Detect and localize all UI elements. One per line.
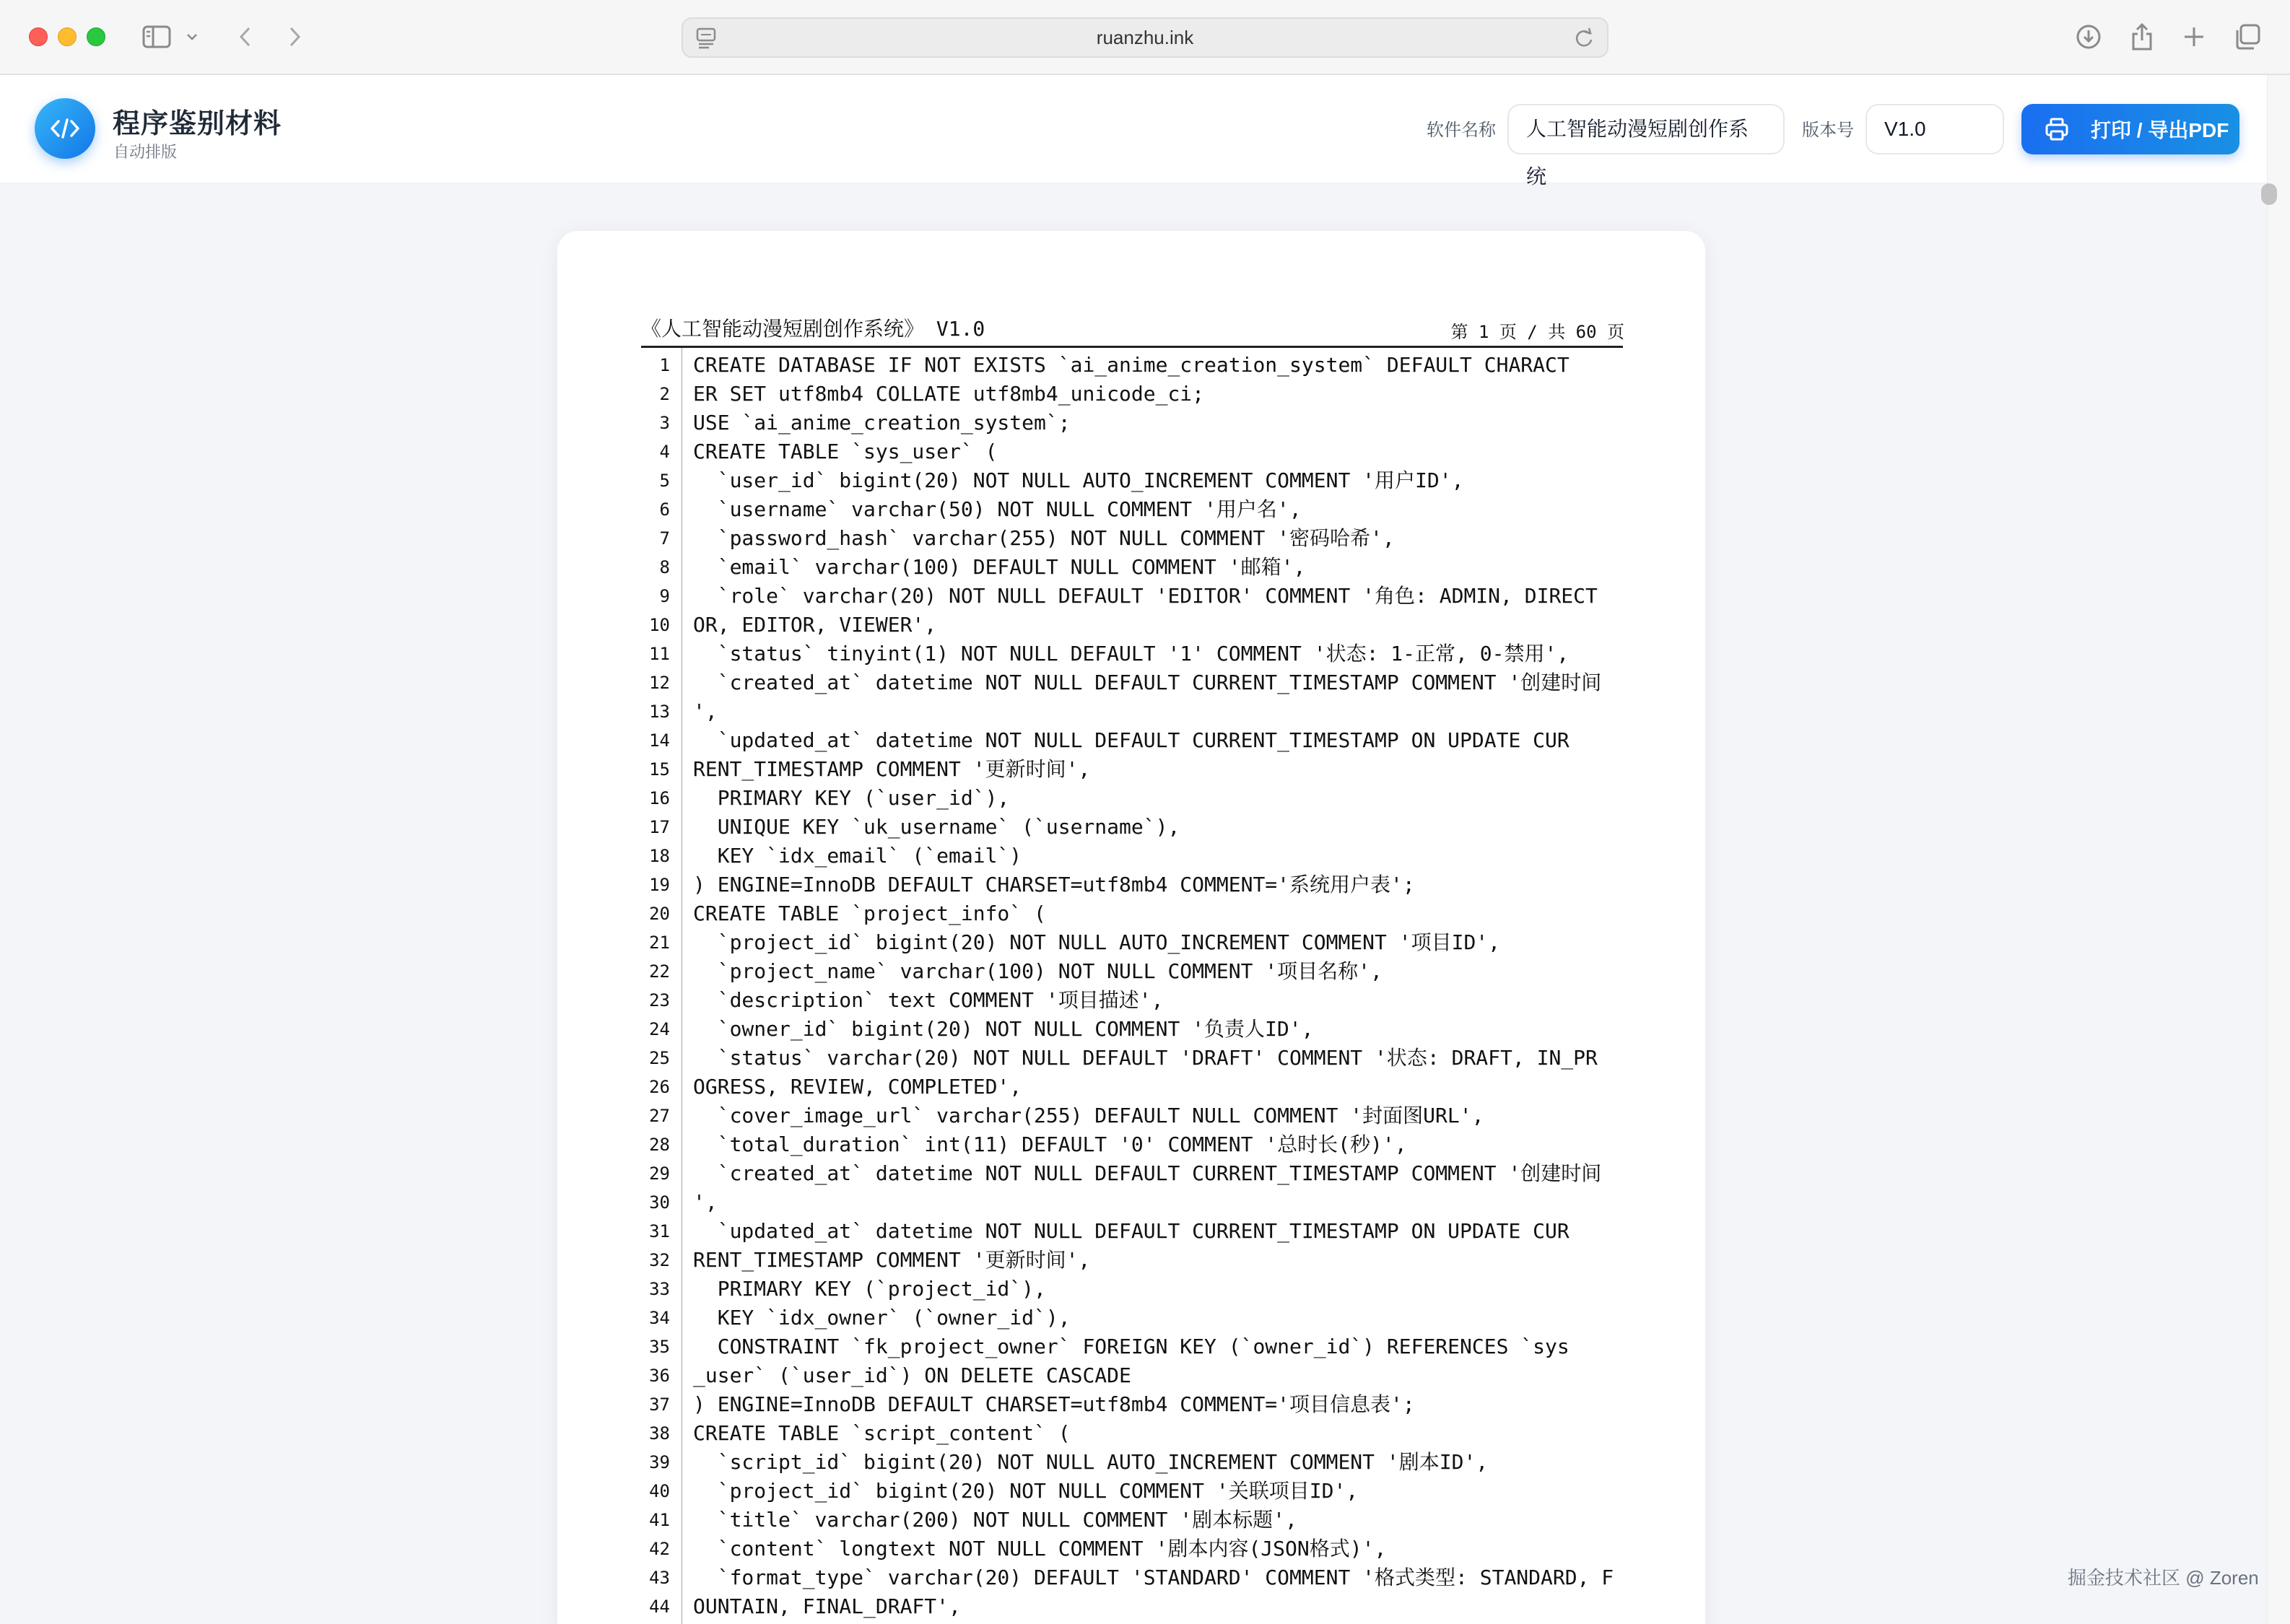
back-icon[interactable] (231, 20, 260, 53)
code-line (641, 1188, 1623, 1217)
code-line (641, 582, 1623, 611)
line-number: 7 (659, 528, 670, 549)
line-number: 12 (649, 673, 670, 693)
code-line (641, 986, 1623, 1015)
code-line (641, 437, 1623, 466)
line-number: 14 (649, 730, 670, 751)
code-text: KEY `idx_owner` (`owner_id`), (693, 1306, 1071, 1330)
code-text: `role` varchar(20) NOT NULL DEFAULT 'EDITOR' COMMENT '角色: ADMIN, DIRECT (693, 584, 1598, 608)
code-line (641, 553, 1623, 582)
line-number: 19 (649, 875, 670, 895)
code-line (641, 1563, 1623, 1592)
code-line (641, 351, 1623, 380)
code-text: CREATE TABLE `script_content` ( (693, 1421, 1071, 1445)
line-number: 3 (659, 413, 670, 433)
code-line (641, 1159, 1623, 1188)
document-header-title: 《人工智能动漫短剧创作系统》 V1.0 (641, 317, 985, 341)
code-text: UNIQUE KEY `uk_username` (`username`), (693, 815, 1180, 839)
line-number: 10 (649, 615, 670, 635)
version-label: 版本号 (1802, 121, 1854, 140)
line-number: 6 (659, 499, 670, 520)
code-text: ER SET utf8mb4 COLLATE utf8mb4_unicode_ci; (693, 382, 1205, 406)
code-line (641, 1101, 1623, 1130)
line-number: 4 (659, 442, 670, 462)
forward-icon[interactable] (280, 20, 309, 53)
code-line (641, 957, 1623, 986)
chevron-down-icon[interactable] (183, 20, 201, 53)
code-line (641, 1592, 1623, 1621)
code-text: USE `ai_anime_creation_system`; (693, 411, 1071, 435)
code-text: OGRESS, REVIEW, COMPLETED', (693, 1075, 1022, 1099)
code-line (641, 466, 1623, 495)
code-text: CREATE TABLE `project_info` ( (693, 902, 1046, 925)
header-divider (641, 346, 1623, 348)
code-text: `content` longtext NOT NULL COMMENT '剧本内容(JSON格式)', (693, 1537, 1387, 1560)
download-icon[interactable] (2072, 20, 2105, 53)
code-listing (641, 351, 1623, 1621)
line-number: 31 (649, 1221, 670, 1241)
code-line (641, 1390, 1623, 1419)
code-line (641, 611, 1623, 639)
scrollbar-thumb[interactable] (2261, 183, 2277, 205)
line-number: 43 (649, 1568, 670, 1588)
code-text: PRIMARY KEY (`user_id`), (693, 786, 1010, 810)
code-line (641, 409, 1623, 437)
code-text: CREATE DATABASE IF NOT EXISTS `ai_anime_creation_system` DEFAULT CHARACT (693, 353, 1570, 377)
code-line (641, 870, 1623, 899)
line-number: 26 (649, 1077, 670, 1097)
address-bar[interactable] (682, 17, 1608, 58)
page-indicator: 第 1 页 / 共 60 页 (1450, 322, 1624, 342)
line-number: 34 (649, 1308, 670, 1328)
code-line (641, 784, 1623, 813)
code-text: `username` varchar(50) NOT NULL COMMENT '用户名', (693, 497, 1302, 521)
code-line (641, 1332, 1623, 1361)
code-line (641, 1015, 1623, 1044)
code-line (641, 1506, 1623, 1534)
software-name-input[interactable]: 人工智能动漫短剧创作系统 (1507, 104, 1785, 154)
line-number: 42 (649, 1539, 670, 1559)
line-number: 37 (649, 1394, 670, 1415)
printer-icon (2045, 117, 2069, 141)
url-text[interactable]: ruanzhu.ink (1096, 27, 1194, 48)
code-text: `user_id` bigint(20) NOT NULL AUTO_INCREMENT COMMENT '用户ID', (693, 468, 1464, 492)
code-line (641, 1304, 1623, 1332)
code-text: `description` text COMMENT '项目描述', (693, 988, 1164, 1012)
line-number: 21 (649, 933, 670, 953)
line-number: 17 (649, 817, 670, 837)
code-line (641, 1275, 1623, 1304)
code-text: `cover_image_url` varchar(255) DEFAULT NULL COMMENT '封面图URL', (693, 1104, 1484, 1127)
code-text: OUNTAIN, FINAL_DRAFT', (693, 1594, 961, 1618)
code-line (641, 813, 1623, 842)
code-line (641, 1361, 1623, 1390)
line-number: 16 (649, 788, 670, 808)
line-number: 41 (649, 1510, 670, 1530)
code-text: `created_at` datetime NOT NULL DEFAULT CURRENT_TIMESTAMP COMMENT '创建时间 (693, 1161, 1602, 1185)
code-line (641, 1073, 1623, 1101)
code-line (641, 899, 1623, 928)
browser-toolbar (0, 0, 2290, 75)
code-text: `updated_at` datetime NOT NULL DEFAULT CURRENT_TIMESTAMP ON UPDATE CUR (693, 1219, 1570, 1243)
code-text: `created_at` datetime NOT NULL DEFAULT CURRENT_TIMESTAMP COMMENT '创建时间 (693, 671, 1602, 694)
code-line (641, 928, 1623, 957)
scrollbar-track[interactable] (2267, 75, 2290, 1624)
code-line (641, 1246, 1623, 1275)
line-number: 40 (649, 1481, 670, 1501)
print-button-label: 打印 / 导出PDF (2091, 119, 2229, 141)
line-number: 36 (649, 1366, 670, 1386)
code-text: `project_name` varchar(100) NOT NULL COMMENT '项目名称', (693, 959, 1383, 983)
code-line (641, 380, 1623, 409)
code-text: `title` varchar(200) NOT NULL COMMENT '剧本标题', (693, 1508, 1297, 1532)
line-number: 33 (649, 1279, 670, 1299)
code-line (641, 639, 1623, 668)
line-number: 8 (659, 557, 670, 577)
code-text: OR, EDITOR, VIEWER', (693, 613, 937, 637)
minimize-window-button[interactable] (58, 27, 77, 46)
code-line (641, 495, 1623, 524)
line-number: 2 (659, 384, 670, 404)
line-number: 18 (649, 846, 670, 866)
code-logo-icon (35, 98, 95, 159)
code-line (641, 1044, 1623, 1073)
share-icon[interactable] (2125, 20, 2159, 53)
code-line (641, 755, 1623, 784)
line-number: 13 (649, 702, 670, 722)
code-text: `email` varchar(100) DEFAULT NULL COMMENT '邮箱', (693, 555, 1306, 579)
code-text: `updated_at` datetime NOT NULL DEFAULT CURRENT_TIMESTAMP ON UPDATE CUR (693, 728, 1570, 752)
code-text: `password_hash` varchar(255) NOT NULL COMMENT '密码哈希', (693, 526, 1395, 550)
code-text: `project_id` bigint(20) NOT NULL AUTO_INCREMENT COMMENT '项目ID', (693, 930, 1501, 954)
line-number: 20 (649, 904, 670, 924)
line-number: 9 (659, 586, 670, 606)
line-number: 27 (649, 1106, 670, 1126)
code-text: ) ENGINE=InnoDB DEFAULT CHARSET=utf8mb4 COMMENT='项目信息表'; (693, 1392, 1415, 1416)
zoom-window-button[interactable] (87, 27, 105, 46)
sidebar-toggle-icon[interactable] (139, 20, 175, 53)
code-text: KEY `idx_email` (`email`) (693, 844, 1022, 868)
line-number: 5 (659, 471, 670, 491)
code-line (641, 524, 1623, 553)
code-text: CREATE TABLE `sys_user` ( (693, 440, 998, 463)
line-number: 23 (649, 990, 670, 1010)
line-number: 30 (649, 1192, 670, 1213)
code-line (641, 1477, 1623, 1506)
code-line (641, 726, 1623, 755)
code-text: `project_id` bigint(20) NOT NULL COMMENT '关联项目ID', (693, 1479, 1359, 1503)
line-number: 11 (649, 644, 670, 664)
code-text: `status` varchar(20) NOT NULL DEFAULT 'DRAFT' COMMENT '状态: DRAFT, IN_PR (693, 1046, 1598, 1070)
code-line (641, 697, 1623, 726)
code-line (641, 1419, 1623, 1448)
line-number: 1 (659, 355, 670, 375)
code-text: ', (693, 699, 718, 723)
code-text: `script_id` bigint(20) NOT NULL AUTO_INCREMENT COMMENT '剧本ID', (693, 1450, 1489, 1474)
code-text: RENT_TIMESTAMP COMMENT '更新时间', (693, 757, 1091, 781)
code-line (641, 842, 1623, 870)
new-tab-icon[interactable] (2177, 20, 2211, 53)
code-line (641, 1534, 1623, 1563)
watermark: 掘金技术社区 @ Zoren (2068, 1567, 2259, 1589)
app-header (0, 75, 2267, 188)
line-number: 44 (649, 1597, 670, 1617)
app-title: 程序鉴别材料 (113, 109, 282, 139)
version-input[interactable]: V1.0 (1865, 104, 2004, 154)
line-number: 38 (649, 1423, 670, 1444)
reload-icon[interactable] (1574, 27, 1594, 53)
code-text: CONSTRAINT `fk_project_owner` FOREIGN KEY (`owner_id`) REFERENCES `sys (693, 1335, 1570, 1358)
code-text: PRIMARY KEY (`project_id`), (693, 1277, 1046, 1301)
code-line (641, 668, 1623, 697)
line-number: 29 (649, 1164, 670, 1184)
code-line (641, 1217, 1623, 1246)
line-number: 28 (649, 1135, 670, 1155)
line-number: 24 (649, 1019, 670, 1039)
code-line (641, 1130, 1623, 1159)
line-number: 32 (649, 1250, 670, 1270)
code-text: `status` tinyint(1) NOT NULL DEFAULT '1' COMMENT '状态: 1-正常, 0-禁用', (693, 642, 1570, 665)
line-number: 22 (649, 961, 670, 982)
code-text: `owner_id` bigint(20) NOT NULL COMMENT '负责人ID', (693, 1017, 1314, 1041)
code-text: ', (693, 1190, 718, 1214)
line-number: 35 (649, 1337, 670, 1357)
tab-overview-icon[interactable] (2231, 20, 2264, 53)
code-text: `format_type` varchar(20) DEFAULT 'STANDARD' COMMENT '格式类型: STANDARD, F (693, 1566, 1614, 1589)
line-number: 25 (649, 1048, 670, 1068)
code-text: ) ENGINE=InnoDB DEFAULT CHARSET=utf8mb4 COMMENT='系统用户表'; (693, 873, 1415, 896)
line-number: 39 (649, 1452, 670, 1472)
app-subtitle: 自动排版 (113, 143, 178, 161)
software-name-label: 软件名称 (1427, 121, 1496, 140)
code-text: `total_duration` int(11) DEFAULT '0' COMMENT '总时长(秒)', (693, 1132, 1407, 1156)
line-number: 15 (649, 759, 670, 780)
code-text: _user` (`user_id`) ON DELETE CASCADE (693, 1363, 1131, 1387)
code-text: RENT_TIMESTAMP COMMENT '更新时间', (693, 1248, 1091, 1272)
close-window-button[interactable] (29, 27, 48, 46)
print-export-pdf-button[interactable] (2021, 104, 2239, 154)
code-line (641, 1448, 1623, 1477)
